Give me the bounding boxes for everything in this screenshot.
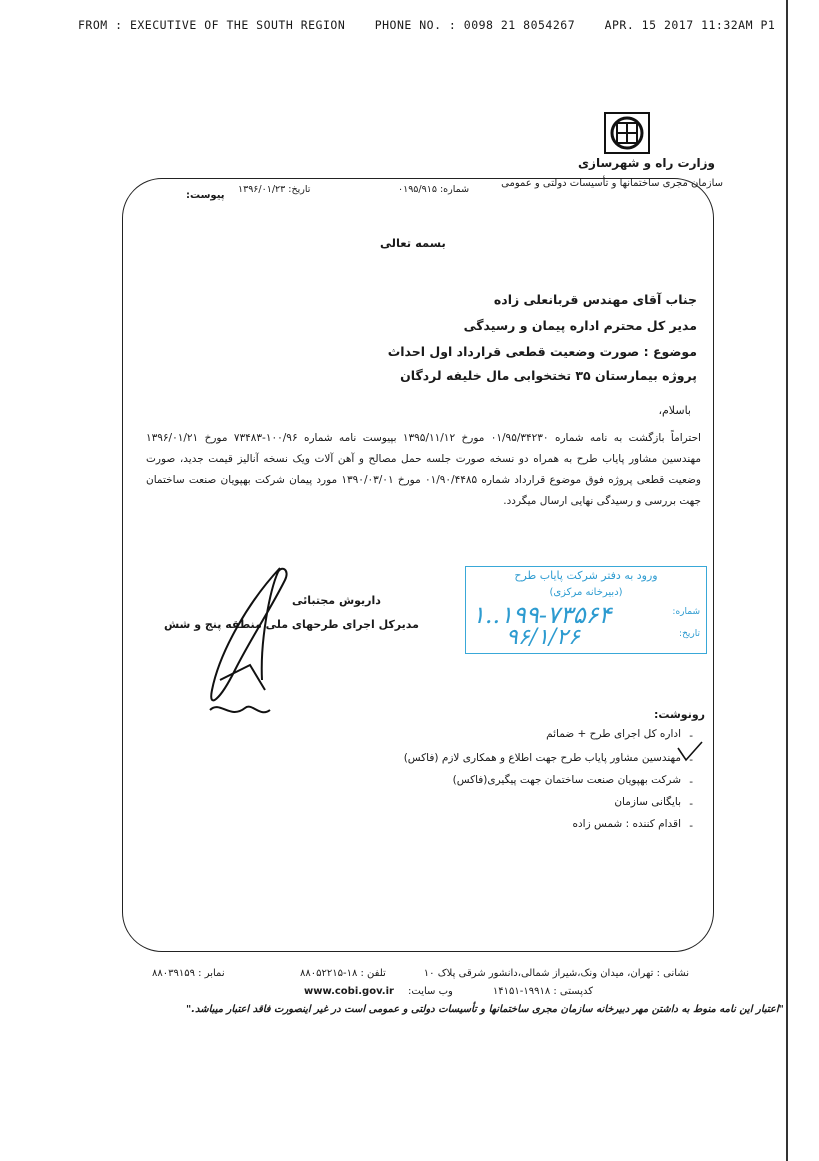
footer-website: www.cobi.gov.ir xyxy=(304,986,394,997)
cc-bullet: - xyxy=(689,730,693,742)
cc-bullet: - xyxy=(689,754,693,766)
cc-bullet: - xyxy=(689,776,693,788)
stamp-line2: (دبیرخانه مرکزی) xyxy=(549,587,623,598)
signer-name: داریوش مجتبائی xyxy=(292,594,381,607)
footer-phone: تلفن : ۱۸-۸۸۰۵۲۲۱۵ xyxy=(300,968,386,979)
cc-bullet: - xyxy=(689,798,693,810)
letter-number: شماره: ۰۱۹۵/۹۱۵ xyxy=(398,184,470,195)
incoming-stamp xyxy=(465,566,707,654)
greeting: باسلام، xyxy=(658,404,691,417)
footer-postal: کدپستی : ۱۹۹۱۸-۱۴۱۵۱ xyxy=(492,986,593,997)
cc-item: اداره کل اجرای طرح + ضمائم xyxy=(546,728,681,740)
cc-item: مهندسین مشاور پایاب طرح جهت اطلاع و همکاری لازم (فاکس) xyxy=(403,752,681,764)
bismillah: بسمه تعالی xyxy=(380,236,446,250)
stamp-date-label: تاریخ: xyxy=(679,629,700,639)
cc-bullet: - xyxy=(689,820,693,832)
cc-item: شرکت بهپویان صنعت ساختمان جهت پیگیری(فاکس) xyxy=(452,774,681,786)
fax-from: FROM : EXECUTIVE OF THE SOUTH REGION xyxy=(78,18,346,32)
letter-body: احتراماً بازگشت به نامه شماره ۰۱/۹۵/۳۴۲۳۰ مورخ ۱۳۹۵/۱۱/۱۲ بپیوست نامه شماره ۱۰۰/۹۶-۷۳۴۸۳ مورخ ۱۳۹۶/۰۱/۲۱ مهندسین مشاور پایاب طرح به همراه دو نسخه صورت جلسه حمل مصالح و آهن آلات ویک نسخه آنالیز قیمت جدید، صورت وضعیت قطعی پروژه فوق موضوع قرارداد شماره ۰۱/۹۰/۴۴۸۵ مورخ ۱۳۹۰/۰۳/۰۱ مورد پیمان شرکت بهپویان صنعت ساختمان جهت بررسی و رسیدگی نهایی ارسال میگردد. xyxy=(146,432,701,507)
ministry-name: وزارت راه و شهرسازی xyxy=(578,156,715,170)
recipient-name: جناب آقای مهندس قربانعلی زاده xyxy=(493,292,697,307)
recipient-title: مدیر کل محترم اداره پیمان و رسیدگی xyxy=(463,318,697,333)
footer-fax: نمابر : ۸۸۰۳۹۱۵۹ xyxy=(152,968,225,979)
stamp-number: ۱..۱۹۹-۷۳۵۶۴ xyxy=(472,601,612,629)
cc-item: بایگانی سازمان xyxy=(614,796,681,808)
fax-phone: PHONE NO. : 0098 21 8054267 xyxy=(374,18,576,32)
footer-address: نشانی : تهران، میدان ونک،شیراز شمالی،دانشور شرقی پلاک ۱۰ xyxy=(423,968,689,979)
letter-subject: موضوع : صورت وضعیت قطعی قرارداد اول احداث xyxy=(387,344,697,359)
cc-item: اقدام کننده : شمس زاده xyxy=(572,818,681,830)
stamp-date: ۹۶/۱/۲۶ xyxy=(506,625,580,650)
letter-date: تاریخ: ۱۳۹۶/۰۱/۲۳ xyxy=(238,184,311,195)
organization-name: سازمان مجری ساختمانها و تأسیسات دولتی و عمومی xyxy=(501,178,723,189)
fax-header xyxy=(78,18,797,32)
footer-notice: "اعتبار این نامه منوط به داشتن مهر دبیرخانه سازمان مجری ساختمانها و تأسیسات دولتی و عمومی است در غیر اینصورت فاقد اعتبار میباشد." xyxy=(186,1004,784,1015)
fax-datetime: APR. 15 2017 11:32AM P1 xyxy=(604,18,776,32)
page-edge-line xyxy=(786,0,788,1161)
signer-title: مدیرکل اجرای طرحهای ملی منطقه پنج و شش xyxy=(164,618,419,631)
attachment-label: پیوست: xyxy=(186,190,225,201)
cc-title: رونوشت: xyxy=(653,708,705,721)
stamp-number-label: شماره: xyxy=(672,607,700,617)
handwritten-signature xyxy=(190,560,320,730)
footer-website-label: وب سایت: xyxy=(408,986,453,997)
ministry-logo-icon xyxy=(604,112,650,154)
project-name: پروژه بیمارستان ۳۵ تختخوابی مال خلیفه لردگان xyxy=(400,368,697,383)
checkmark-icon xyxy=(676,740,704,762)
stamp-line1: ورود به دفتر شرکت پایاب طرح xyxy=(514,569,658,582)
